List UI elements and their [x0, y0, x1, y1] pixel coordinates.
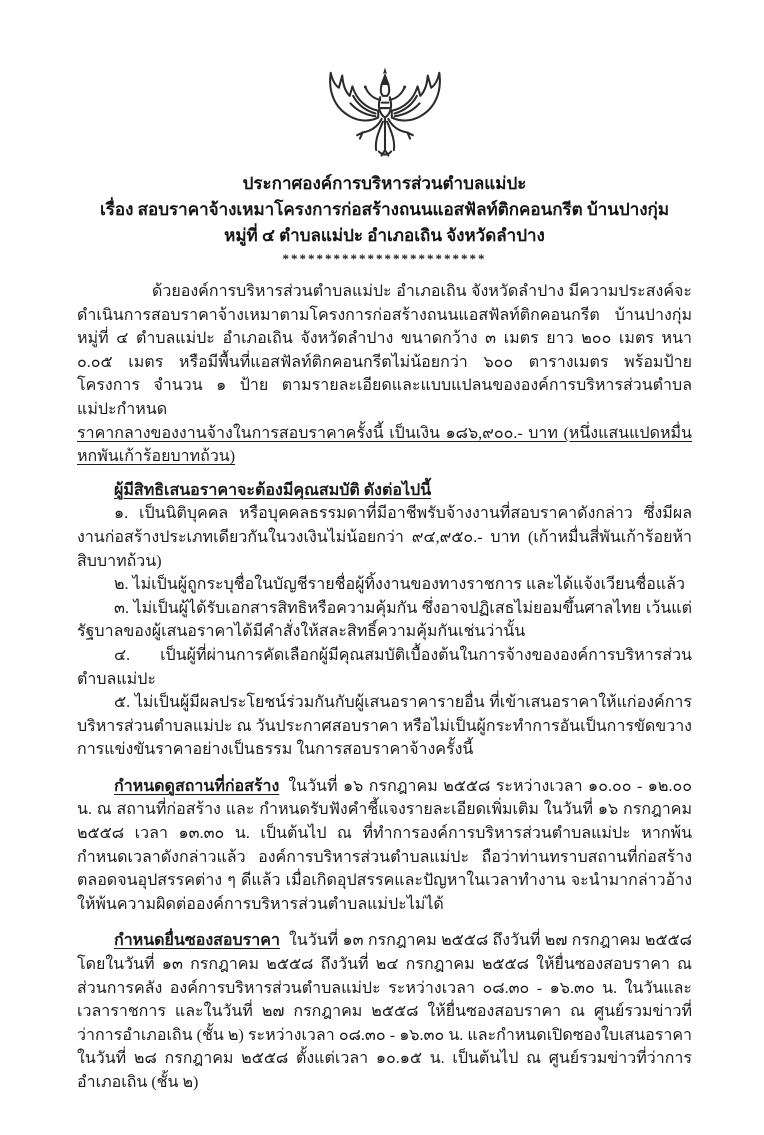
qualification-item-5: ๕. ไม่เป็นผู้มีผลประโยชน์ร่วมกันกับผู้เสนอราคารายอื่น ที่เข้าเสนอราคาให้แก่องค์การบริหารส่วนตำบลแม่ปะ ณ วันประกาศสอบราคา หรือไม่เป็นผู้กระทำการอันเป็นการขัดขวางการแข่งขันราคาอย่างเป็นธรรม ในการสอบราคาจ้างครั้งนี้ — [77, 694, 692, 759]
qualification-item-3: ๓. ไม่เป็นผู้ได้รับเอกสารสิทธิหรือความคุ้มกัน ซึ่งอาจปฏิเสธไม่ยอมขึ้นศาลไทย เว้นแต่รัฐบาลของผู้เสนอราคาได้มีคำสั่งให้สละสิทธิ์ความคุ้มกันเช่นว่านั้น — [77, 599, 692, 641]
doc-title-location: หมู่ที่ ๔ ตำบลแม่ปะ อำเภอเถิน จังหวัดลำปาง — [224, 226, 545, 245]
qualifications-heading-text: ผู้มีสิทธิเสนอราคาจะต้องมีคุณสมบัติ ดังต่อไปนี้ — [114, 481, 432, 499]
price-line — [77, 422, 692, 469]
doc-title-subject: เรื่อง สอบราคาจ้างเหมาโครงการก่อสร้างถนนแอสฟัลท์ติกคอนกรีต บ้านปางกุ่ม — [99, 200, 670, 219]
submission-paragraph — [77, 929, 692, 1094]
site-visit-text: ในวันที่ ๑๖ กรกฎาคม ๒๕๕๘ ระหว่างเวลา ๑๐.๐๐ - ๑๒.๐๐ น. ณ สถานที่ก่อสร้าง และ กำหนดรับฟังคำชี้แจงรายละเอียดเพิ่มเติม ในวันที่ ๑๖ กรกฎาคม ๒๕๕๘ เวลา ๑๓.๓๐ น. เป็นต้นไป ณ ที่ทำการองค์การบริหารส่วนตำบลแม่ปะ หากพ้นกำหนดเวลาดังกล่าวแล้ว องค์การบริหารส่วนตำบลแม่ปะ ถือว่าท่านทราบสถานที่ก่อสร้าง ตลอดจนอุปสรรคต่าง ๆ ดีแล้ว เมื่อเกิดอุปสรรคและปัญหาในเวลาทำงาน จะนำมากล่าวอ้างให้พ้นความผิดต่อองค์การบริหารส่วนตำบลแม่ปะไม่ได้ — [77, 777, 692, 913]
garuda-emblem — [317, 66, 453, 161]
intro-paragraph: ด้วยองค์การบริหารส่วนตำบลแม่ปะ อำเภอเถิน จังหวัดลำปาง มีความประสงค์จะดำเนินการสอบราคาจ้างเหมาตามโครงการก่อสร้างถนนแอสฟัลท์ติกคอนกรีต บ้านปางกุ่ม หมู่ที่ ๔ ตำบลแม่ปะ อำเภอเถิน จังหวัดลำปาง ขนาดกว้าง ๓ เมตร ยาว ๒๐๐ เมตร หนา ๐.๐๕ เมตร หรือมีพื้นที่แอสฟัลท์ติกคอนกรีตไม่น้อยกว่า ๖๐๐ ตารางเมตร พร้อมป้ายโครงการ จำนวน ๑ ป้าย ตามรายละเอียดและแบบแปลนขององค์การบริหารส่วนตำบลแม่ปะกำหนด — [77, 283, 692, 418]
qualification-item-1: ๑. เป็นนิติบุคคล หรือบุคคลธรรมดาที่มีอาชีพรับจ้างงานที่สอบราคาดังกล่าว ซึ่งมีผลงานก่อสร้างประเภทเดียวกันในวงเงินไม่น้อยกว่า ๙๔,๙๕๐.- บาท (เก้าหมื่นสี่พันเก้าร้อยห้าสิบบาทถ้วน) — [77, 505, 692, 570]
qualification-item-4: ๔. เป็นผู้ที่ผ่านการคัดเลือกผู้มีคุณสมบัติเบื้องต้นในการจ้างขององค์การบริหารส่วนตำบลแม่ปะ — [77, 646, 692, 688]
price-line-text: ราคากลางของงานจ้างในการสอบราคาครั้งนี้ เป็นเงิน ๑๘๖,๙๐๐.- บาท (หนึ่งแสนแปดหมื่นหกพันเก้าร้อยบาทถ้วน) — [77, 424, 692, 466]
doc-title-org: ประกาศองค์การบริหารส่วนตำบลแม่ปะ — [242, 174, 527, 193]
site-visit-heading: กำหนดดูสถานที่ก่อสร้าง — [114, 777, 280, 795]
separator-stars: ************************ — [282, 251, 487, 266]
site-visit-paragraph — [77, 775, 692, 917]
qualification-item-2: ๒. ไม่เป็นผู้ถูกระบุชื่อในบัญชีรายชื่อผู้ทิ้งงานของทางราชการ และได้แจ้งเวียนชื่อแล้ว — [114, 576, 685, 594]
doc-header — [77, 171, 692, 267]
qualifications-heading — [77, 479, 692, 503]
emblem-container — [77, 0, 692, 161]
submission-text: ในวันที่ ๑๓ กรกฎาคม ๒๕๕๘ ถึงวันที่ ๒๗ กรกฎาคม ๒๕๕๘ โดยในวันที่ ๑๓ กรกฎาคม ๒๕๕๘ ถึงวันที่ ๒๔ กรกฎาคม ๒๕๕๘ ให้ยื่นซองสอบราคา ณ ส่วนการคลัง องค์การบริหารส่วนตำบลแม่ปะ ระหว่างเวลา ๐๘.๓๐ - ๑๖.๓๐ น. ในวันและเวลาราชการ และในวันที่ ๒๗ กรกฎาคม ๒๕๕๘ ให้ยื่นซองสอบราคา ณ ศูนย์รวมข่าวที่ว่าการอำเภอเถิน (ชั้น ๒) ระหว่างเวลา ๐๘.๓๐ - ๑๖.๓๐ น. และกำหนดเปิดซองใบเสนอราคา ในวันที่ ๒๘ กรกฎาคม ๒๕๕๘ ตั้งแต่เวลา ๑๐.๑๕ น. เป็นต้นไป ณ ศูนย์รวมข่าวที่ว่าการอำเภอเถิน (ชั้น ๒) — [77, 932, 693, 1091]
submission-heading: กำหนดยื่นซองสอบราคา — [114, 932, 280, 950]
